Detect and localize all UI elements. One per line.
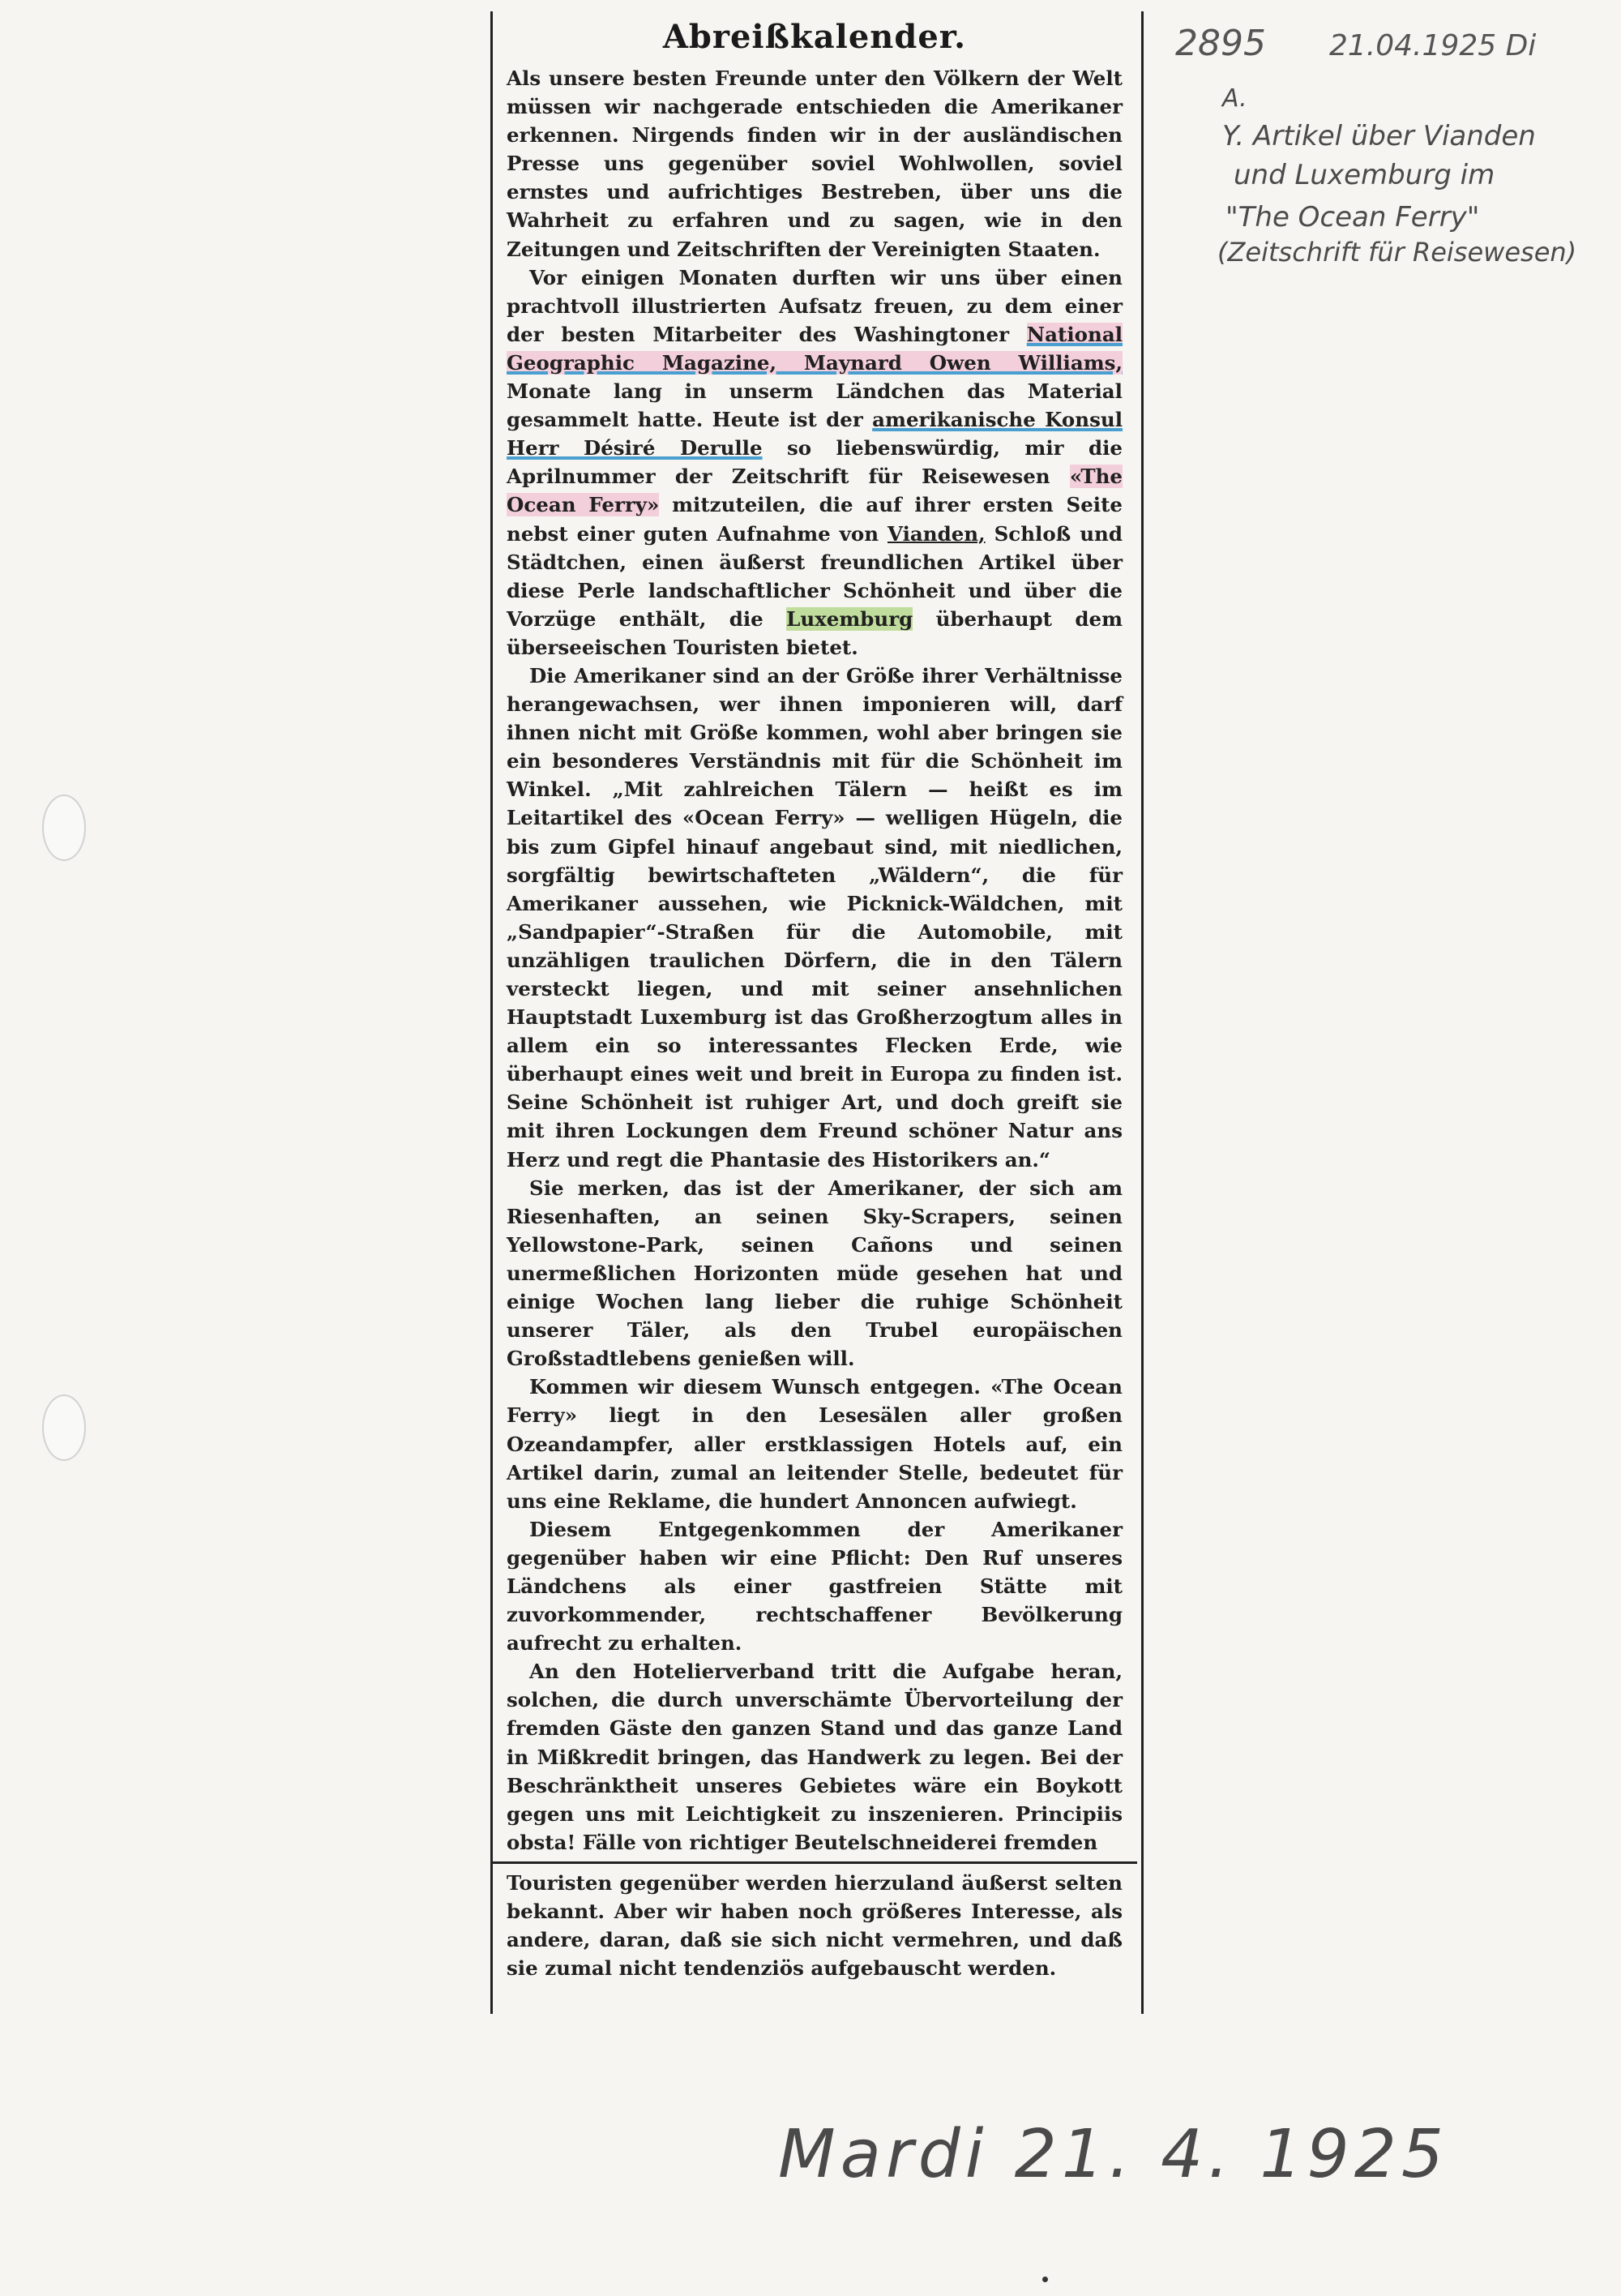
- handwritten-date-code: 21.04.1925 Di: [1329, 29, 1537, 62]
- handwritten-note-line-1: Y. Artikel über Vianden: [1222, 120, 1536, 152]
- underline-konsul: amerikanische Konsul Herr Désiré Derulle: [507, 408, 1123, 460]
- article-title: Abreißkalender.: [662, 18, 967, 56]
- punch-hole-top: [42, 795, 86, 861]
- clipping-divider: [490, 1861, 1137, 1864]
- newspaper-clipping-continuation: [507, 1869, 1123, 1982]
- newspaper-clipping: [490, 11, 1144, 2014]
- highlight-ocean-ferry: «The Ocean Ferry»: [507, 465, 1123, 517]
- paragraph-3: Die Amerikaner sind an der Größe ihrer Verhältnisse herangewachsen, wer ihnen imponieren will, darf ihnen nicht mit Größe kommen, wohl aber bringen sie ein besonderes Verständnis mit für die Schönheit im Winkel. „Mit zahlreichen Tälern — heißt es im Leitartikel des «Ocean Ferry» — welligen Hügeln, die bis zum Gipfel hinauf angebaut sind, mit niedlichen, sorgfältig bewirtschafteten „Wäldern“, die für Amerikaner aussehen, wie Picknick-Wäldchen, mit „Sandpapier“-Straßen für die Automobile, mit unzähligen traulichen Dörfern, die in den Tälern versteckt liegen, und mit seiner ansehnlichen Hauptstadt Luxemburg ist das Großherzogtum alles in allem ein so interessantes Flecken Erde, wie überhaupt eines weit und breit in Europa zu finden ist. Seine Schönheit ist ruhiger Art, und doch greift sie mit ihren Lockungen dem Freund schöner Natur ans Herz und regt die Phantasie des Historikers an.“: [507, 663, 1123, 1172]
- archive-number: 2895: [1175, 23, 1266, 64]
- article-body: [507, 64, 1123, 1857]
- paragraph-1: Als unsere besten Freunde unter den Völkern der Welt müssen wir nachgerade entschieden die Amerikaner erkennen. Nirgends finden wir in der ausländischen Presse uns gegenüber soviel Wohlwollen, soviel ernstes und aufrichtiges Bestreben, über uns die Wahrheit zu erfahren und zu sagen, wie in den Zeitungen und Zeitschriften der Vereinigten Staaten.: [507, 66, 1123, 261]
- handwritten-label: A.: [1222, 84, 1247, 113]
- paragraph-8: Touristen gegenüber werden hierzuland äußerst selten bekannt. Aber wir haben noch größeres Interesse, als andere, daran, daß sie sich nicht vermehren, und daß sie zumal nicht tendenziös aufgebauscht werden.: [507, 1871, 1123, 1980]
- highlight-national-geographic: National Geographic Magazine, Maynard Owen Williams,: [507, 322, 1123, 375]
- ink-dot: [1042, 2277, 1048, 2282]
- paragraph-4: Sie merken, das ist der Amerikaner, der sich am Riesenhaften, an seinen Sky-Scrapers, seinen Yellowstone-Park, seinen Cañons und seinen unermeßlichen Horizonten müde gesehen hat und einige Wochen lang lieber die ruhige Schönheit unserer Täler, als den Trubel europäischen Großstadtlebens genießen will.: [507, 1176, 1123, 1371]
- paragraph-5: Kommen wir diesem Wunsch entgegen. «The Ocean Ferry» liegt in den Lesesälen aller großen Ozeandampfer, aller erstklassigen Hotels auf, ein Artikel darin, zumal an leitender Stelle, bedeutet für uns eine Reklame, die hundert Annoncen aufwiegt.: [507, 1375, 1123, 1513]
- punch-hole-bottom: [42, 1394, 86, 1461]
- underline-vianden: Vianden,: [887, 521, 986, 546]
- handwritten-bottom-date: Mardi 21. 4. 1925: [778, 2116, 1449, 2193]
- paragraph-7: An den Hotelierverband tritt die Aufgabe heran, solchen, die durch unverschämte Übervorteilung der fremden Gäste den ganzen Stand und das ganze Land in Mißkredit bringen, das Handwerk zu legen. Bei der Beschränktheit unseres Gebietes wäre ein Boykott gegen uns mit Leichtigkeit zu inszenieren. Principiis obsta! Fälle von richtiger Beutelschneiderei fremden: [507, 1660, 1123, 1854]
- paragraph-6: Diesem Entgegenkommen der Amerikaner gegenüber haben wir eine Pflicht: Den Ruf unseres Ländchens als einer gastfreien Stätte mit zuvorkommender, rechtschaffener Bevölkerung aufrecht zu erhalten.: [507, 1517, 1123, 1656]
- highlight-luxemburg: Luxemburg: [786, 606, 913, 631]
- handwritten-note-line-4: (Zeitschrift für Reisewesen): [1217, 237, 1577, 268]
- paragraph-2: Vor einigen Monaten durften wir uns über einen prachtvoll illustrierten Aufsatz freuen, zu dem einer der besten Mitarbeiter des Washingtoner National Geographic Magazine, Maynard Owen Williams, Monate lang in unserm Ländchen das Material gesammelt hatte. Heute ist der amerikanische Konsul Herr Désiré Derulle so liebenswürdig, mir die Aprilnummer der Zeitschrift für Reisewesen «The Ocean Ferry» mitzuteilen, die auf ihrer ersten Seite nebst einer guten Aufnahme von Vianden, Schloß und Städtchen, einen äußerst freundlichen Artikel über diese Perle landschaftlicher Schönheit und über die Vorzüge enthält, die Luxemburg überhaupt dem überseeischen Touristen bietet.: [507, 265, 1123, 659]
- handwritten-note-line-3: "The Ocean Ferry": [1225, 201, 1480, 233]
- handwritten-note-line-2: und Luxemburg im: [1234, 159, 1495, 191]
